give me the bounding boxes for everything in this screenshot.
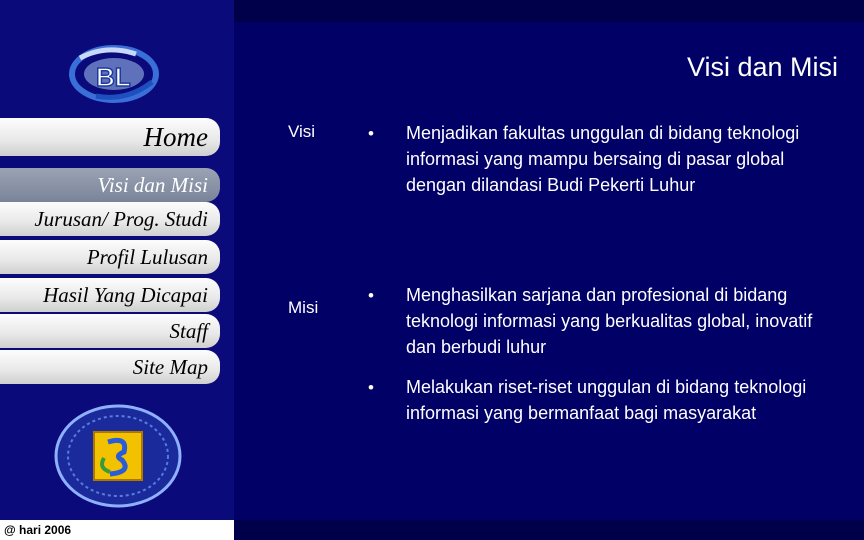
visi-bullet: •	[368, 124, 374, 143]
page-title: Visi dan Misi	[686, 52, 838, 82]
visi-label: Visi	[288, 122, 316, 141]
misi-label: Misi	[288, 298, 319, 317]
nav-profil-lulusan[interactable]	[0, 240, 220, 274]
nav-jurusan[interactable]	[0, 202, 220, 236]
nav-visi-dan-misi-label: Visi dan Misi	[97, 172, 208, 197]
visi-text: Menjadikan fakultas unggulan di bidang teknologi informasi yang mampu bersaing di pasar global dengan dilandasi Budi Pekerti Luhur	[406, 123, 800, 195]
main-content	[234, 22, 864, 520]
misi-item-2: Melakukan riset-riset unggulan di bidang teknologi informasi yang bermanfaat bagi masyarakat	[406, 377, 807, 423]
nav-home-label: Home	[143, 121, 208, 152]
nav-staff-label: Staff	[169, 318, 208, 343]
nav-profil-lulusan-label: Profil Lulusan	[86, 244, 208, 269]
bottom-band	[234, 520, 864, 540]
nav-home[interactable]	[0, 118, 220, 156]
nav-hasil-yang-dicapai[interactable]	[0, 278, 220, 312]
footer-copyright: @ hari 2006	[0, 520, 234, 540]
nav-site-map[interactable]	[0, 350, 220, 384]
nav-site-map-label: Site Map	[132, 354, 208, 379]
logo-text: BL	[96, 62, 131, 92]
nav-staff[interactable]	[0, 314, 220, 348]
misi-bullet-1: •	[368, 286, 374, 305]
university-emblem-icon	[52, 402, 184, 510]
bl-logo-icon	[66, 38, 166, 106]
nav-jurusan-label: Jurusan/ Prog. Studi	[34, 206, 208, 231]
misi-item-1: Menghasilkan sarjana dan profesional di bidang teknologi informasi yang berkualitas global, inovatif dan berbudi luhur	[406, 285, 813, 357]
misi-bullet-2: •	[368, 378, 374, 397]
nav-hasil-label: Hasil Yang Dicapai	[43, 282, 208, 307]
top-band	[234, 0, 864, 22]
nav-visi-dan-misi[interactable]	[0, 168, 220, 202]
